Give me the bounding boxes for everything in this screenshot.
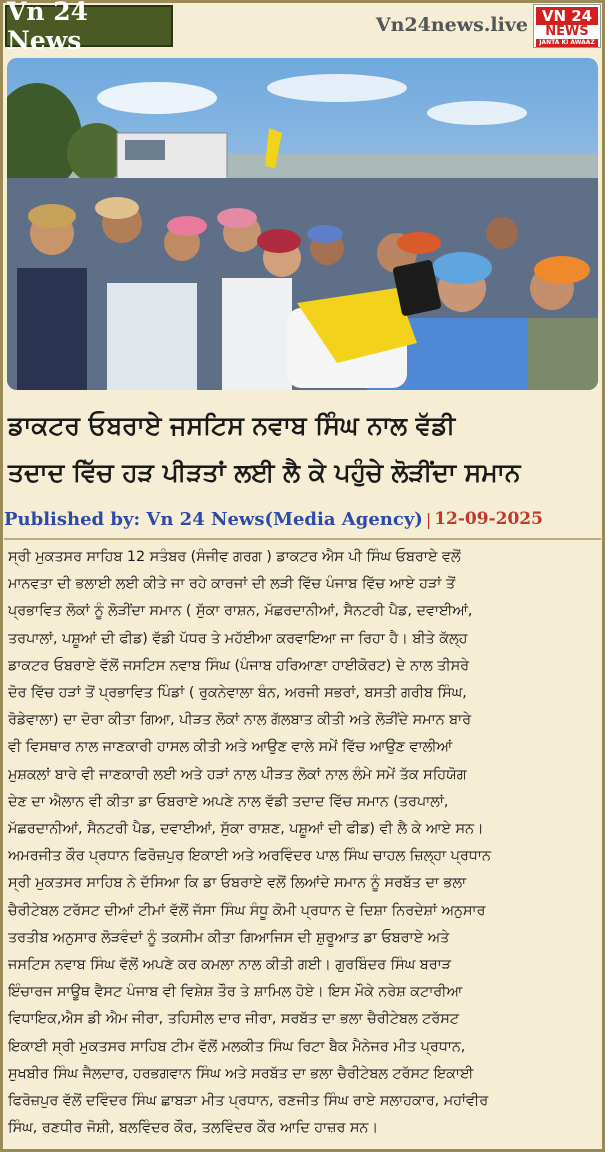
body-line: ਸਿੰਘ, ਰਣਧੀਰ ਜੋਸ਼ੀ, ਬਲਵਿੰਦਰ ਕੌਰ, ਤਲਵਿੰਦਰ ਕੌਰ ਆਦਿ ਹਾਜ਼ਰ ਸਨ। xyxy=(8,1120,378,1137)
publish-date: 12-09-2025 xyxy=(434,509,543,529)
body-line: ਸੁਖਬੀਰ ਸਿੰਘ ਜੈਲਦਾਰ, ਹਰਭਗਵਾਨ ਸਿੰਘ ਅਤੇ ਸਰਬੱਤ ਦਾ ਭਲਾ ਚੈਰੀਟੇਬਲ ਟਰੱਸਟ ਇਕਾਈ xyxy=(8,1065,474,1082)
body-line: ਸ੍ਰੀ ਮੁਕਤਸਰ ਸਾਹਿਬ ਨੇ ਦੱਸਿਆ ਕਿ ਡਾ ਓਬਰਾਏ ਵਲੋਂ ਲਿਆਂਦੇ ਸਮਾਨ ਨੂੰ ਸਰਬੱਤ ਦਾ ਭਲਾ xyxy=(8,875,467,892)
body-line: ਦੇਣ ਦਾ ਐਲਾਨ ਵੀ ਕੀਤਾ ਡਾ ਓਬਰਾਏ ਅਪਣੇ ਨਾਲ ਵੱਡੀ ਤਦਾਦ ਵਿੱਚ ਸਮਾਨ (ਤਰਪਾਲਾਂ, xyxy=(8,793,449,810)
body-line: ਅਮਰਜੀਤ ਕੌਰ ਪ੍ਰਧਾਨ ਫਿਰੋਜ਼ਪੁਰ ਇਕਾਈ ਅਤੇ ਅਰਵਿੰਦਰ ਪਾਲ ਸਿੰਘ ਚਾਹਲ ਜ਼ਿਲ੍ਹਾ ਪ੍ਰਧਾਨ xyxy=(8,848,491,865)
body-line: ਵਿਧਾਇਕ,ਐਸ ਡੀ ਐਮ ਜੀਰਾ, ਤਹਿਸੀਲ ਦਾਰ ਜੀਰਾ, ਸਰਬੱਤ ਦਾ ਭਲਾ ਚੈਰੀਟੇਬਲ ਟਰੱਸਟ xyxy=(8,1011,459,1028)
body-line: ਵੀ ਵਿਸਥਾਰ ਨਾਲ ਜਾਣਕਾਰੀ ਹਾਸਲ ਕੀਤੀ ਅਤੇ ਆਉਣ ਵਾਲੇ ਸਮੇਂ ਵਿੱਚ ਆਉਣ ਵਾਲੀਆਂ xyxy=(8,739,453,756)
body-line: ਮੱਛਰਦਾਨੀਆਂ, ਸੈਨਟਰੀ ਪੈਡ, ਦਵਾਈਆਂ, ਸੁੱਕਾ ਰਾਸ਼ਣ, ਪਸ਼ੂਆਂ ਦੀ ਫੀਡ) ਵੀ ਲੈ ਕੇ ਆਏ ਸਨ। xyxy=(8,821,484,838)
body-line: ਤਰਪਾਲਾਂ, ਪਸ਼ੂਆਂ ਦੀ ਫੀਡ) ਵੱਡੀ ਪੱਧਰ ਤੇ ਮਹੱਈਆ ਕਰਵਾਇਆ ਜਾ ਰਿਹਾ ਹੈ। ਬੀਤੇ ਕੱਲ੍ਹ xyxy=(8,630,468,647)
byline xyxy=(4,504,601,534)
article-body xyxy=(8,544,598,1142)
brand-name: Vn 24 News xyxy=(7,0,89,55)
headline-line-1: ਡਾਕਟਰ ਓਬਰਾਏ ਜਸਟਿਸ ਨਵਾਬ ਸਿੰਘ ਨਾਲ ਵੱਡੀ xyxy=(8,411,456,440)
logo-tagline: JANTA KI AWAAZ xyxy=(536,39,598,47)
site-url[interactable]: Vn24news.live xyxy=(375,14,528,36)
headline-line-2: ਤਦਾਦ ਵਿੱਚ ਹੜ ਪੀੜਤਾਂ ਲਈ ਲੈ ਕੇ ਪਹੁੰਚੇ ਲੋੜੀਂਦਾ ਸਮਾਨ xyxy=(8,458,521,487)
body-line: ਚੈਰੀਟੇਬਲ ਟਰੱਸਟ ਦੀਆਂ ਟੀਮਾਂ ਵੱਲੋਂ ਜੱਸਾ ਸਿੰਘ ਸੰਧੂ ਕੋਮੀ ਪ੍ਰਧਾਨ ਦੇ ਦਿਸ਼ਾ ਨਿਰਦੇਸ਼ਾਂ ਅਨੁਸਾਰ xyxy=(8,902,486,919)
logo-title: VN 24 xyxy=(536,7,598,25)
body-line: ਪ੍ਰਭਾਵਿਤ ਲੋਕਾਂ ਨੂੰ ਲੋੜੀਂਦਾ ਸਮਾਨ ( ਸੁੱਕਾ ਰਾਸ਼ਨ, ਮੱਛਰਦਾਨੀਆਂ, ਸੈਨਟਰੀ ਪੈਡ, ਦਵਾਈਆਂ, xyxy=(8,603,473,620)
body-line: ਰੋਡੇਵਾਲਾ) ਦਾ ਦੋਰਾ ਕੀਤਾ ਗਿਆ, ਪੀੜਤ ਲੋਕਾਂ ਨਾਲ ਗੱਲਬਾਤ ਕੀਤੀ ਅਤੇ ਲੋੜੀਂਦੇ ਸਮਾਨ ਬਾਰੇ xyxy=(8,712,472,729)
news-photo-illustration xyxy=(7,58,598,390)
headline xyxy=(8,402,598,496)
body-line: ਡਾਕਟਰ ਓਬਰਾਏ ਵੱਲੋਂ ਜਸਟਿਸ ਨਵਾਬ ਸਿੰਘ (ਪੰਜਾਬ ਹਰਿਆਣਾ ਹਾਈਕੋਰਟ) ਦੇ ਨਾਲ ਤੀਸਰੇ xyxy=(8,657,470,674)
publisher: Published by: Vn 24 News(Media Agency) xyxy=(4,508,423,530)
body-line: ਸ੍ਰੀ ਮੁਕਤਸਰ ਸਾਹਿਬ 12 ਸਤੰਬਰ (ਸੰਜੀਵ ਗਰਗ ) ਡਾਕਟਰ ਐਸ ਪੀ ਸਿੰਘ ਓਬਰਾਏ ਵਲੋਂ xyxy=(8,549,461,565)
body-line: ਮਾਨਵਤਾ ਦੀ ਭਲਾਈ ਲਈ ਕੀਤੇ ਜਾ ਰਹੇ ਕਾਰਜਾਂ ਦੀ ਲੜੀ ਵਿੱਚ ਪੰਜਾਬ ਵਿੱਚ ਆਏ ਹੜਾਂ ਤੋਂ xyxy=(8,576,456,593)
body-line: ਇੰਚਾਰਜ ਸਾਊਥ ਵੈਸਟ ਪੰਜਾਬ ਵੀ ਵਿਸ਼ੇਸ਼ ਤੌਰ ਤੇ ਸ਼ਾਮਿਲ ਹੋਏ। ਇਸ ਮੌਕੇ ਨਰੇਸ਼ ਕਟਾਰੀਆ xyxy=(8,984,463,1001)
brand-badge[interactable] xyxy=(5,0,173,55)
logo-subtitle: NEWS xyxy=(545,24,589,39)
body-line: ਤਰਤੀਬ ਅਨੁਸਾਰ ਲੋੜਵੰਦਾਂ ਨੂੰ ਤਕਸੀਮ ਕੀਤਾ ਗਿਆਜਿਸ ਦੀ ਸ਼ੁਰੂਆਤ ਡਾ ਓਬਰਾਏ ਅਤੇ xyxy=(8,929,450,946)
channel-logo[interactable] xyxy=(533,4,601,48)
body-line: ਫਿਰੋਜ਼ਪੁਰ ਵੱਲੋਂ ਦਵਿੰਦਰ ਸਿੰਘ ਛਾਬੜਾ ਮੀਤ ਪ੍ਰਧਾਨ, ਰਣਜੀਤ ਸਿੰਘ ਰਾਏ ਸਲਾਹਕਾਰ, ਮਹਾਂਵੀਰ xyxy=(8,1093,489,1110)
body-line: ਇਕਾਈ ਸ੍ਰੀ ਮੁਕਤਸਰ ਸਾਹਿਬ ਟੀਮ ਵੱਲੋਂ ਮਲਕੀਤ ਸਿੰਘ ਰਿਟਾ ਬੈਕ ਮੈਨੇਜਰ ਮੀਤ ਪ੍ਰਧਾਨ, xyxy=(8,1038,466,1055)
body-line: ਮੁਸ਼ਕਲਾਂ ਬਾਰੇ ਵੀ ਜਾਣਕਾਰੀ ਲਈ ਅਤੇ ਹੜਾਂ ਨਾਲ ਪੀੜਤ ਲੋਕਾਂ ਨਾਲ ਲੰਮੇ ਸਮੇਂ ਤੱਕ ਸਹਿਯੋਗ xyxy=(8,766,467,783)
body-line: ਜਸਟਿਸ ਨਵਾਬ ਸਿੰਘ ਵੱਲੋਂ ਅਪਣੇ ਕਰ ਕਮਲਾ ਨਾਲ ਕੀਤੀ ਗਈ। ਗੁਰਬਿੰਦਰ ਸਿੰਘ ਬਰਾੜ xyxy=(8,957,451,974)
news-photo xyxy=(7,58,598,390)
body-line: ਦੋਰ ਵਿੱਚ ਹੜਾਂ ਤੋਂ ਪ੍ਰਭਾਵਿਤ ਪਿੰਡਾਂ ( ਰੁਕਨੇਵਾਲਾ ਬੰਨ, ਅਰਜੀ ਸਭਰਾਂ, ਬਸਤੀ ਗਰੀਬ ਸਿੰਘ, xyxy=(8,685,467,702)
divider xyxy=(4,538,601,540)
byline-separator: | xyxy=(425,509,432,529)
